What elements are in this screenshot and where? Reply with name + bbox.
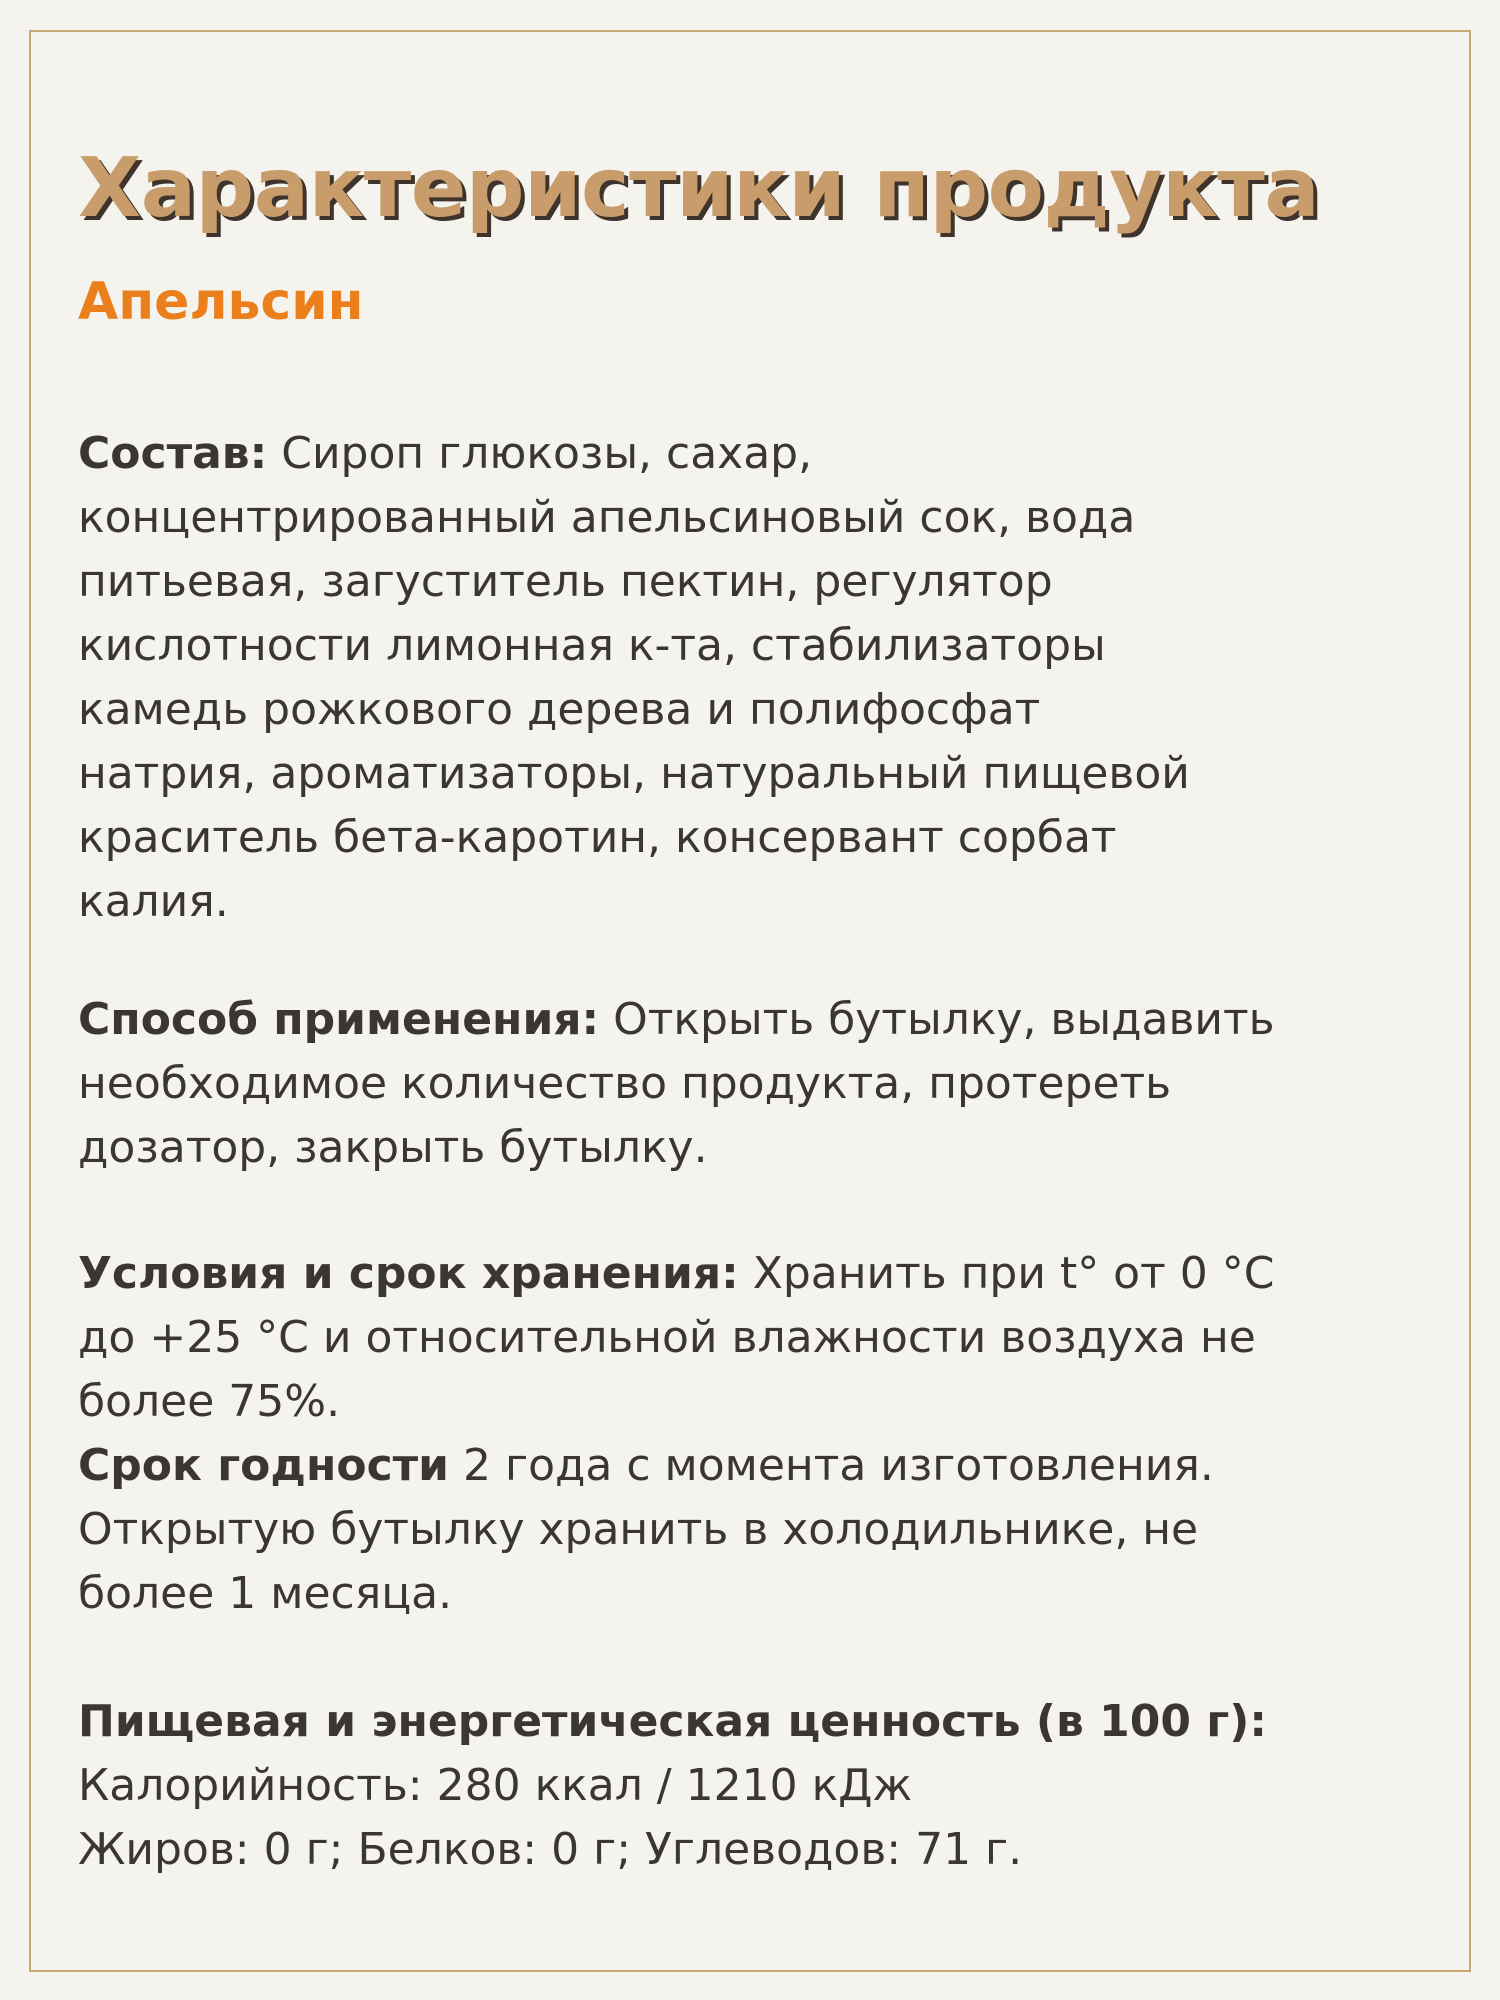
shelf-life-first-line: [78, 1434, 1418, 1498]
composition-text: калия.: [78, 876, 229, 927]
composition-text: кислотности лимонная к-та, стабилизаторы: [78, 620, 1106, 671]
product-flavor: Апельсин: [78, 272, 364, 332]
composition-first-line: [78, 422, 1418, 486]
usage-section: [78, 988, 1418, 1180]
usage-label: Способ применения:: [78, 994, 600, 1045]
page-title: Характеристики продукта: [78, 141, 1320, 236]
nutrition-label: Пищевая и энергетическая ценность (в 100 г):: [78, 1696, 1267, 1747]
composition-text: концентрированный апельсиновый сок, вода: [78, 492, 1136, 543]
shelf-life-text: Открытую бутылку хранить в холодильнике, не: [78, 1504, 1199, 1555]
storage-text: Хранить при t° от 0 °С: [738, 1248, 1275, 1299]
calories-text: Калорийность: 280 ккал / 1210 кДж: [78, 1760, 913, 1811]
composition-label: Состав:: [78, 428, 268, 479]
composition-section: [78, 422, 1418, 934]
macros-text: Жиров: 0 г; Белков: 0 г; Углеводов: 71 г.: [78, 1824, 1023, 1875]
nutrition-section: [78, 1690, 1418, 1882]
storage-text: до +25 °С и относительной влажности воздуха не: [78, 1312, 1256, 1363]
composition-text: краситель бета-каротин, консервант сорбат: [78, 812, 1117, 863]
storage-text: более 75%.: [78, 1376, 341, 1427]
composition-text: камедь рожкового дерева и полифосфат: [78, 684, 1041, 735]
shelf-life-label: Срок годности: [78, 1440, 449, 1491]
storage-label: Условия и срок хранения:: [78, 1248, 739, 1299]
composition-text: Сироп глюкозы, сахар,: [267, 428, 813, 479]
usage-first-line: [78, 988, 1418, 1052]
usage-text: необходимое количество продукта, протереть: [78, 1058, 1172, 1109]
composition-text: натрия, ароматизаторы, натуральный пищевой: [78, 748, 1190, 799]
composition-text: питьевая, загуститель пектин, регулятор: [78, 556, 1053, 607]
storage-first-line: [78, 1242, 1418, 1306]
shelf-life-text: более 1 месяца.: [78, 1568, 453, 1619]
usage-text: Открыть бутылку, выдавить: [599, 994, 1275, 1045]
shelf-life-text: 2 года с момента изготовления.: [449, 1440, 1214, 1491]
storage-section: [78, 1242, 1418, 1626]
usage-text: дозатор, закрыть бутылку.: [78, 1122, 708, 1173]
